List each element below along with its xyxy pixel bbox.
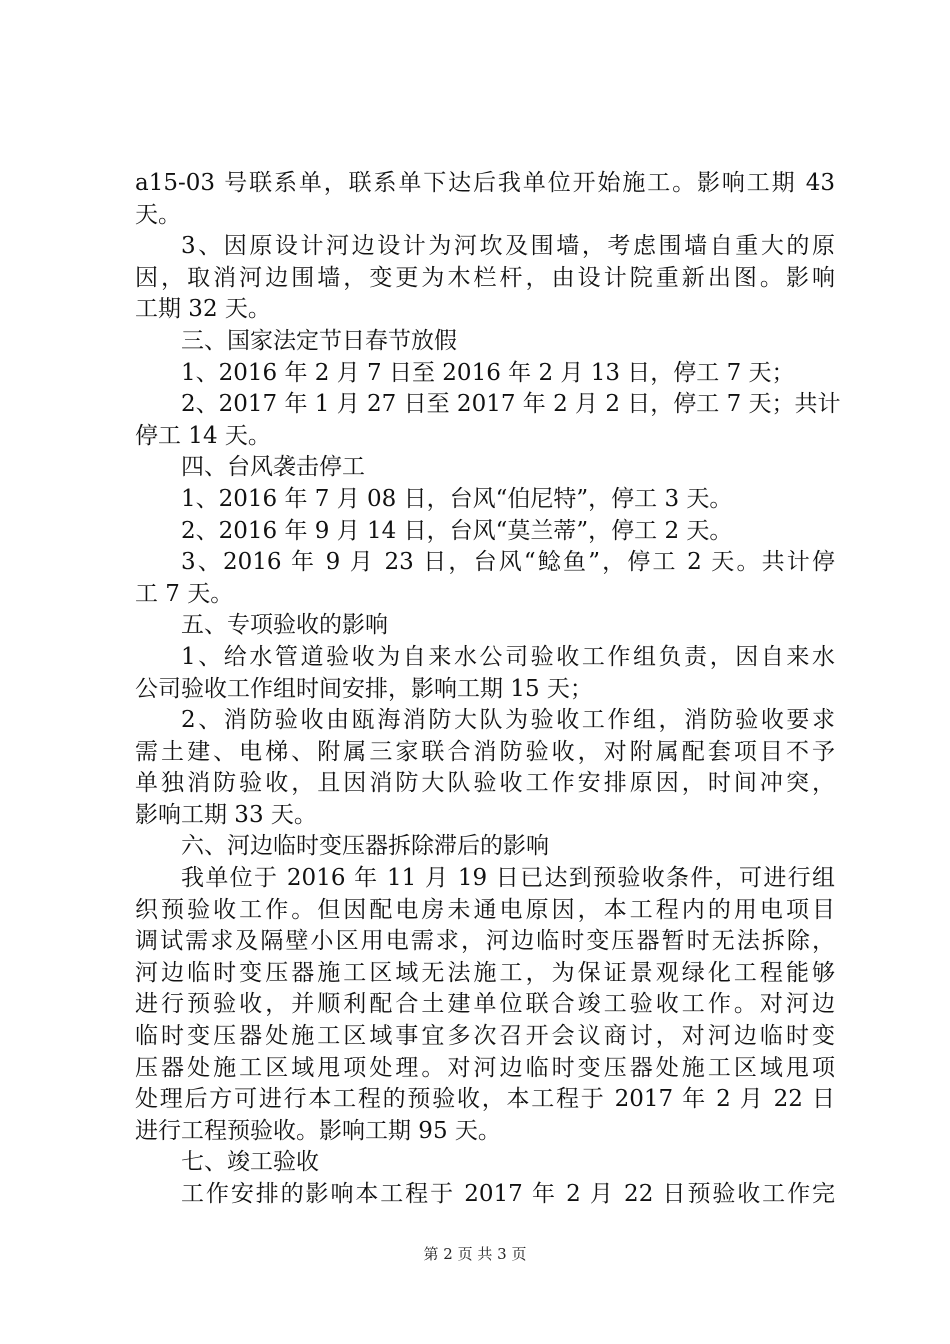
text-line: 六、河边临时变压器拆除滞后的影响 [181,833,549,860]
text-line: 七、竣工验收 [181,1149,319,1176]
text-line: 河边临时变压器施工区域无法施工，为保证景观绿化工程能够 [135,959,835,986]
text-line: 工 7 天。 [135,580,234,607]
text-line: 临时变压器处施工区域事宜多次召开会议商讨，对河边临时变 [135,1023,835,1050]
text-line: 我单位于 2016 年 11 月 19 日已达到预验收条件，可进行组 [181,865,835,892]
text-line: 1、2016 年 7 月 08 日，台风“伯尼特”，停工 3 天。 [181,485,733,512]
page-footer: 第 2 页 共 3 页 [423,1245,527,1263]
text-line: 公司验收工作组时间安排，影响工期 15 天； [135,675,593,702]
document-body [135,168,841,1211]
text-line: 工期 32 天。 [135,296,271,323]
text-line: 天。 [135,201,181,228]
text-line: 工作安排的影响本工程于 2017 年 2 月 22 日预验收工作完 [181,1181,835,1207]
text-line: 三、国家法定节日春节放假 [181,327,457,354]
text-line: 停工 14 天。 [135,422,271,449]
text-line: 进行工程预验收。影响工期 95 天。 [135,1117,501,1144]
text-line: 四、台风袭击停工 [181,454,365,481]
text-line: 处理后方可进行本工程的预验收，本工程于 2017 年 2 月 22 日 [135,1086,835,1113]
text-line: 1、给水管道验收为自来水公司验收工作组负责，因自来水 [181,643,835,670]
text-line: 3、2016 年 9 月 23 日，台风“鲶鱼”，停工 2 天。共计停 [181,549,835,576]
text-line: 1、2016 年 2 月 7 日至 2016 年 2 月 13 日，停工 7 天； [181,359,795,386]
text-line: 2、2016 年 9 月 14 日，台风“莫兰蒂”，停工 2 天。 [181,517,733,544]
text-line: 2、消防验收由瓯海消防大队为验收工作组，消防验收要求 [181,707,835,734]
text-line: 需土建、电梯、附属三家联合消防验收，对附属配套项目不予 [135,738,835,765]
text-line: 进行预验收，并顺利配合土建单位联合竣工验收工作。对河边 [135,991,835,1018]
text-line: 影响工期 33 天。 [135,801,317,828]
text-line: a15-03 号联系单，联系单下达后我单位开始施工。影响工期 43 [135,170,835,196]
text-line: 五、专项验收的影响 [181,612,388,639]
text-line: 3、因原设计河边设计为河坎及围墙，考虑围墙自重大的原 [181,233,835,260]
text-line: 单独消防验收，且因消防大队验收工作安排原因，时间冲突， [135,770,835,797]
text-line: 因，取消河边围墙，变更为木栏杆，由设计院重新出图。影响 [135,264,835,291]
text-line: 织预验收工作。但因配电房未通电原因，本工程内的用电项目 [135,896,835,923]
text-line: 压器处施工区域甩项处理。对河边临时变压器处施工区域甩项 [135,1054,835,1081]
text-line: 2、2017 年 1 月 27 日至 2017 年 2 月 2 日，停工 7 天；共计 [181,391,841,418]
text-line: 调试需求及隔壁小区用电需求，河边临时变压器暂时无法拆除， [135,928,835,955]
